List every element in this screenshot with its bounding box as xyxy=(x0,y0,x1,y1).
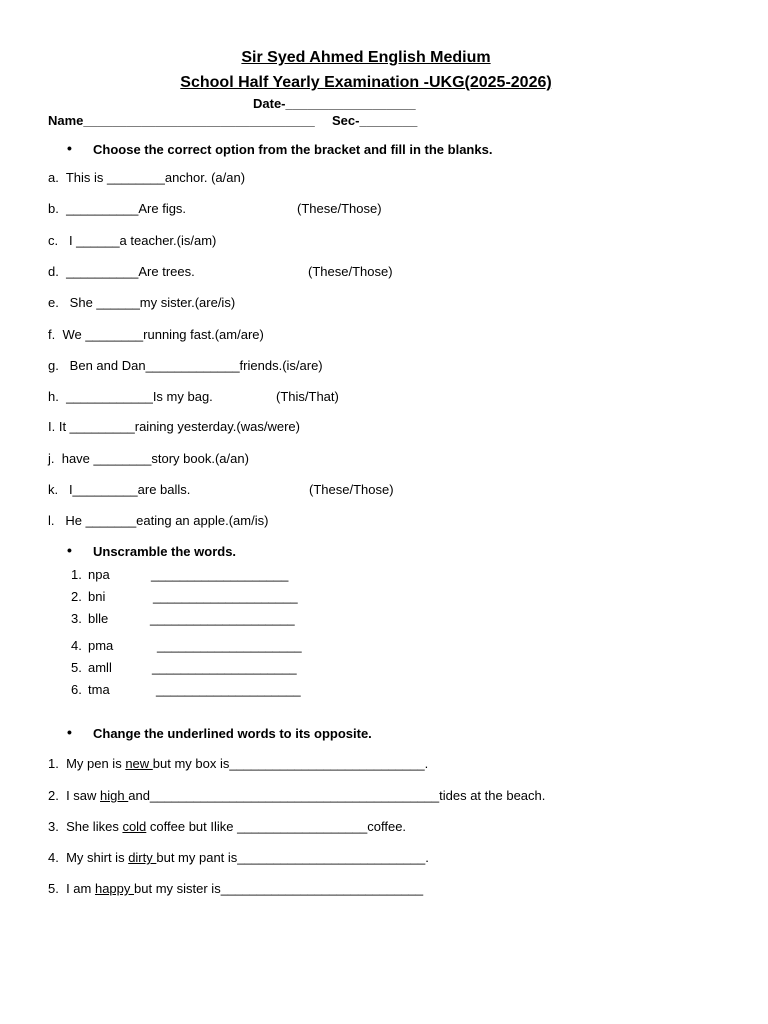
underlined-word: new xyxy=(125,756,153,771)
unscramble-word-1: npa xyxy=(88,567,110,582)
underlined-word: happy xyxy=(94,881,135,896)
question-h: h. ____________Is my bag. xyxy=(48,389,213,404)
unscramble-num-2: 2. xyxy=(71,589,82,604)
question-i: I. It _________raining yesterday.(was/were) xyxy=(48,419,300,434)
bullet-icon: • xyxy=(67,724,72,740)
unscramble-blank-1: ___________________ xyxy=(151,567,289,582)
opposite-item-2 xyxy=(48,788,545,803)
underlined-word: dirty xyxy=(128,850,157,865)
unscramble-num-3: 3. xyxy=(71,611,82,626)
opposite-pre: 1. My pen is xyxy=(48,756,126,771)
underlined-word: high xyxy=(100,788,129,803)
opposite-post: but my box is___________________________. xyxy=(152,756,429,771)
unscramble-num-1: 1. xyxy=(71,567,82,582)
question-d: d. __________Are trees. xyxy=(48,264,195,279)
unscramble-blank-3: ____________________ xyxy=(150,611,295,626)
date-field: Date-__________________ xyxy=(253,96,416,111)
question-e: e. She ______my sister.(are/is) xyxy=(48,295,236,310)
name-field: Name________________________________ xyxy=(48,113,315,128)
question-l: l. He _______eating an apple.(am/is) xyxy=(48,513,269,528)
question-a: a. This is ________anchor. (a/an) xyxy=(48,170,246,185)
section3-heading: Change the underlined words to its opposite. xyxy=(93,726,372,741)
question-g: g. Ben and Dan_____________friends.(is/are) xyxy=(48,358,323,373)
question-b: b. __________Are figs. xyxy=(48,201,187,216)
question-k-option: (These/Those) xyxy=(309,482,394,497)
opposite-post: coffee but Ilike __________________coffee. xyxy=(146,819,407,834)
opposite-post: but my pant is__________________________. xyxy=(156,850,429,865)
opposite-item-3 xyxy=(48,819,406,834)
question-f: f. We ________running fast.(am/are) xyxy=(48,327,264,342)
question-b-option: (These/Those) xyxy=(297,201,382,216)
unscramble-word-2: bni xyxy=(88,589,106,604)
opposite-item-1 xyxy=(48,756,428,771)
unscramble-word-6: tma xyxy=(88,682,110,697)
opposite-pre: 5. I am xyxy=(48,881,95,896)
unscramble-num-6: 6. xyxy=(71,682,82,697)
bullet-icon: • xyxy=(67,140,72,156)
unscramble-word-4: pma xyxy=(88,638,114,653)
section1-heading: Choose the correct option from the bracket and fill in the blanks. xyxy=(93,142,493,157)
opposite-pre: 2. I saw xyxy=(48,788,101,803)
question-k: k. I_________are balls. xyxy=(48,482,191,497)
school-name-line2: School Half Yearly Examination -UKG(2025-2026) xyxy=(180,74,552,91)
section2-heading: Unscramble the words. xyxy=(93,544,237,559)
unscramble-num-4: 4. xyxy=(71,638,82,653)
unscramble-blank-2: ____________________ xyxy=(153,589,298,604)
opposite-item-5 xyxy=(48,881,423,896)
opposite-pre: 3. She likes xyxy=(48,819,123,834)
unscramble-blank-5: ____________________ xyxy=(152,660,297,675)
section-field: Sec-________ xyxy=(332,113,418,128)
question-h-option: (This/That) xyxy=(276,389,339,404)
opposite-post: and________________________________________tides at the beach. xyxy=(128,788,546,803)
unscramble-blank-6: ____________________ xyxy=(156,682,301,697)
underlined-word: cold xyxy=(122,819,147,834)
question-d-option: (These/Those) xyxy=(308,264,393,279)
question-j: j. have ________story book.(a/an) xyxy=(48,451,249,466)
opposite-post: but my sister is____________________________ xyxy=(134,881,424,896)
school-name-line1: Sir Syed Ahmed English Medium xyxy=(241,49,491,66)
bullet-icon: • xyxy=(67,542,72,558)
unscramble-word-5: amll xyxy=(88,660,112,675)
unscramble-num-5: 5. xyxy=(71,660,82,675)
opposite-item-4 xyxy=(48,850,429,865)
unscramble-blank-4: ____________________ xyxy=(157,638,302,653)
opposite-pre: 4. My shirt is xyxy=(48,850,129,865)
question-c: c. I ______a teacher.(is/am) xyxy=(48,233,217,248)
unscramble-word-3: blle xyxy=(88,611,109,626)
